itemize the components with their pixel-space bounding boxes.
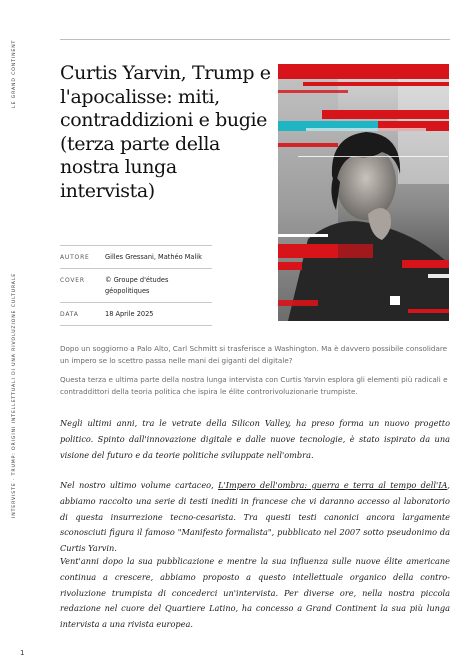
body-text: , abbiamo raccolto una serie di testi inediti in francese che vi daranno accesso al laboratorio di questa insurrezione tecno-cesarista. Tra questi testi canonici ancora largamente sconosciuti figura il famoso "Manifesto formalista", pubblicato nel 2007 sotto pseudonimo da Curtis Yarvin. bbox=[60, 480, 450, 554]
article-title: Curtis Yarvin, Trump e l'apocalisse: miti, contraddizioni e bugie (terza parte della nostra lunga intervista) bbox=[60, 62, 271, 202]
cover-image bbox=[278, 64, 449, 321]
article-meta bbox=[60, 245, 212, 326]
page-number: 1 bbox=[20, 649, 25, 657]
sidebar-section: INTERVISTE · TRUMP: ORIGINI INTELLETTUALI DI UNA RIVOLUZIONE CULTURALE bbox=[12, 272, 17, 518]
body-text: Nel nostro ultimo volume cartaceo, bbox=[60, 480, 219, 490]
meta-cover-label: COVER bbox=[60, 277, 85, 284]
meta-cover-value: © Groupe d'études géopolitiques bbox=[105, 276, 169, 295]
intro-paragraph: Dopo un soggiorno a Palo Alto, Carl Schmitt si trasferisce a Washington. Ma è davvero possibile consolidare un impero se lo scettro passa nelle mani dei giganti del digitale? bbox=[60, 344, 448, 365]
book-title-link[interactable]: L'Impero dell'ombra: guerra e terra al tempo dell'IA bbox=[218, 480, 448, 490]
meta-date-value: 18 Aprile 2025 bbox=[105, 310, 154, 318]
meta-date-row bbox=[60, 302, 212, 326]
body-paragraph: Negli ultimi anni, tra le vetrate della Silicon Valley, ha preso forma un nuovo progetto politico. Spinto dall'innovazione digitale e dalle nuove tecnologie, è stato ispirato da una visione del futuro e da teorie politiche sviluppate nell'ombra. bbox=[60, 418, 450, 460]
meta-author-value: Gilles Gressani, Mathéo Malik bbox=[105, 253, 202, 261]
sidebar-brand: LE GRAND CONTINENT bbox=[12, 39, 17, 108]
top-divider bbox=[60, 39, 450, 40]
body-paragraph: Vent'anni dopo la sua pubblicazione e mentre la sua influenza sulle nuove élite americane continua a crescere, abbiamo proposto a questo intellettuale organico della contro-rivoluzione trumpista di concederci un'intervista. Per diverse ore, nella nostra piccola redazione nel cuore del Quartiere Latino, ha concesso a Grand Continent la sua più lunga intervista a una rivista europea. bbox=[60, 556, 450, 630]
body-paragraph bbox=[60, 478, 450, 557]
intro-paragraph: Questa terza e ultima parte della nostra lunga intervista con Curtis Yarvin esplora gli elementi più radicali e contraddittori della teoria politica che ispira le élite controrivoluzionarie trumpiste. bbox=[60, 375, 448, 396]
meta-cover-row bbox=[60, 268, 212, 302]
meta-author-row bbox=[60, 245, 212, 268]
meta-author-label: AUTORE bbox=[60, 254, 90, 261]
meta-date-label: DATA bbox=[60, 311, 79, 318]
